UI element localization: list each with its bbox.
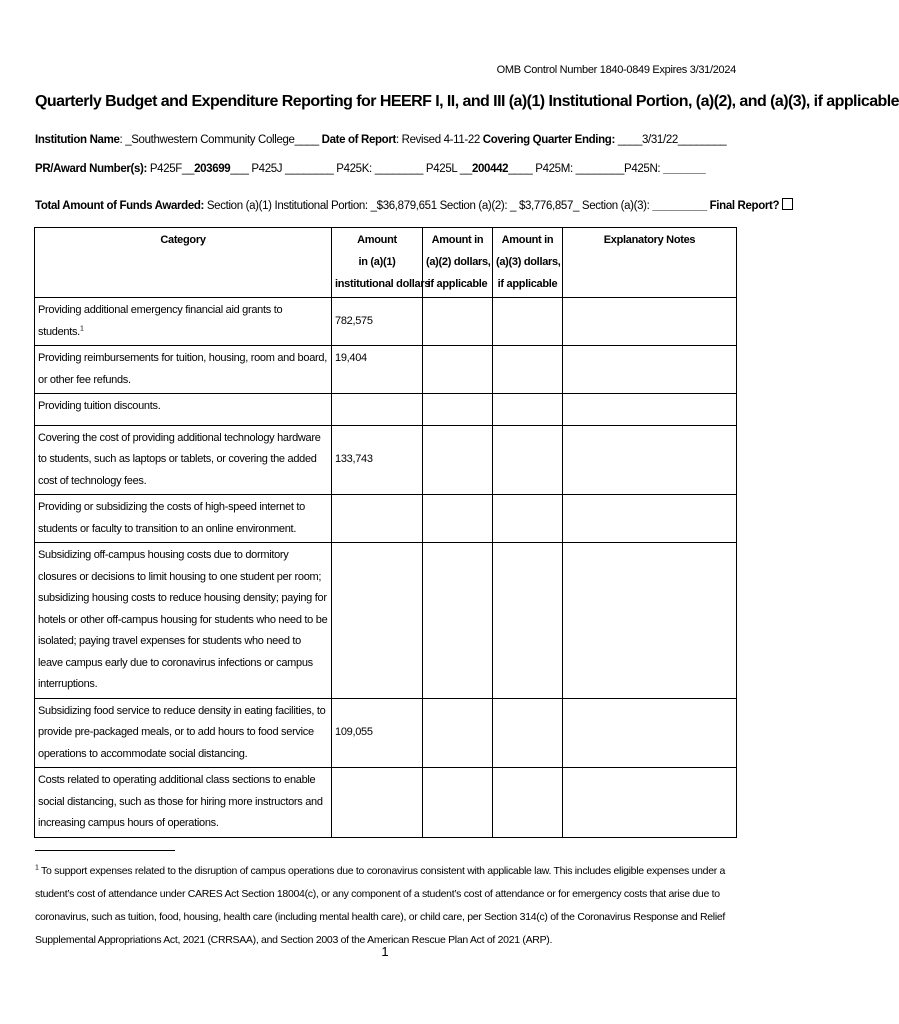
table-row: [35, 394, 737, 426]
a1-header-line: in (a)(1): [358, 256, 396, 268]
date-of-report-value: : Revised 4-11-22: [395, 134, 480, 146]
category-text: Providing additional emergency financial aid grants to students.: [38, 304, 283, 338]
a2-cell[interactable]: [423, 543, 493, 699]
a2-cell[interactable]: [423, 394, 493, 426]
p425f-value: 203699: [194, 163, 231, 175]
notes-cell[interactable]: [563, 543, 737, 699]
award-numbers-line: [35, 163, 745, 175]
award-numbers-label: PR/Award Number(s):: [35, 163, 147, 175]
institution-line: [35, 134, 745, 146]
category-cell: Covering the cost of providing additional technology hardware to students, such as laptops or tablets, or covering the added cost of technology fees.: [35, 425, 332, 495]
covering-quarter-value: ____3/31/22________: [614, 134, 727, 146]
a1-cell[interactable]: [332, 768, 423, 838]
covering-quarter-label: Covering Quarter Ending:: [482, 134, 615, 146]
budget-table: [34, 227, 737, 838]
a3-cell[interactable]: [493, 298, 563, 346]
notes-cell[interactable]: [563, 768, 737, 838]
p425l-suffix: ____ P425M: ________P425N:: [508, 163, 664, 175]
p425l-value: 200442: [471, 163, 509, 175]
page-title: Quarterly Budget and Expenditure Reporting for HEERF I, II, and III (a)(1) Institutional Portion, (a)(2), and (a)(3), if applicable: [35, 93, 899, 110]
a1-header-line: institutional dollars: [335, 278, 431, 290]
institution-name-label: Institution Name: [35, 134, 120, 146]
notes-cell[interactable]: [563, 495, 737, 543]
a1-header-line: Amount: [357, 234, 397, 246]
table-header-row: [35, 228, 737, 298]
a1-cell[interactable]: 109,055: [332, 698, 423, 768]
a3-header-line: (a)(3) dollars,: [496, 256, 561, 268]
funds-awarded-label: Total Amount of Funds Awarded:: [35, 200, 205, 212]
omb-control-number: OMB Control Number 1840-0849 Expires 3/31/2024: [496, 64, 736, 76]
notes-cell[interactable]: [563, 698, 737, 768]
institution-name-value: : _Southwestern Community College____: [119, 134, 319, 146]
notes-cell[interactable]: [563, 394, 737, 426]
footnote: [35, 860, 737, 952]
notes-cell[interactable]: [563, 298, 737, 346]
p425n-value: _______: [663, 163, 706, 175]
a2-header-line: Amount in: [431, 234, 484, 246]
final-report-checkbox[interactable]: [782, 198, 793, 210]
table-row: [35, 495, 737, 543]
a3-cell[interactable]: [493, 768, 563, 838]
category-cell: Providing tuition discounts.: [35, 394, 332, 426]
notes-cell[interactable]: [563, 425, 737, 495]
category-cell: Subsidizing food service to reduce density in eating facilities, to provide pre-packaged meals, or to add hours to food service operations to accommodate social distancing.: [35, 698, 332, 768]
a3-cell[interactable]: [493, 425, 563, 495]
a2-header-line: (a)(2) dollars,: [426, 256, 491, 268]
table-row: [35, 425, 737, 495]
table-row: [35, 698, 737, 768]
category-cell: Costs related to operating additional class sections to enable social distancing, such as those for hiring more instructors and increasing campus hours of operations.: [35, 768, 332, 838]
a1-amount-header: [332, 228, 431, 298]
category-header: Category: [35, 228, 332, 298]
p425f-prefix: P425F__: [147, 163, 195, 175]
page-number: 1: [381, 944, 389, 959]
a3-amount-header: [493, 228, 563, 298]
footnote-text: To support expenses related to the disruption of campus operations due to coronavirus consistent with applicable law. This includes eligible expenses under a student’s cost of attendance under CARES Act Section 18004(c), or any component of a student’s cost of attendance or for emergency costs that arise due to coronavirus, such as tuition, food, housing, health care (including mental health care), or child care, per Section 314(c) of the Coronavirus Response and Relief Supplemental Appropriations Act, 2021 (CRRSAA), and Section 2003 of the American Rescue Plan Act of 2021 (ARP).: [35, 865, 726, 946]
a1-cell[interactable]: 133,743: [332, 425, 423, 495]
a2-cell[interactable]: [423, 425, 493, 495]
funds-awarded-text: Section (a)(1) Institutional Portion: _$36,879,651 Section (a)(2): _ $3,776,857_ Section (a)(3):: [204, 200, 653, 212]
a3-value: _________: [652, 200, 707, 212]
a2-header-line: if applicable: [427, 278, 488, 290]
table-row: [35, 346, 737, 394]
p425f-suffix: ___ P425J ________ P425K: ________ P425L __: [230, 163, 472, 175]
a3-header-line: if applicable: [497, 278, 558, 290]
notes-cell[interactable]: [563, 346, 737, 394]
explanatory-notes-header: Explanatory Notes: [563, 228, 737, 298]
a2-cell[interactable]: [423, 495, 493, 543]
table-row: [35, 298, 737, 346]
a3-cell[interactable]: [493, 543, 563, 699]
a2-cell[interactable]: [423, 346, 493, 394]
final-report-label: Final Report?: [706, 200, 780, 212]
a1-cell[interactable]: 782,575: [332, 298, 423, 346]
table-row: [35, 543, 737, 699]
a2-amount-header: [423, 228, 493, 298]
footnote-divider: [35, 850, 175, 851]
a1-cell[interactable]: [332, 394, 423, 426]
a1-cell[interactable]: [332, 495, 423, 543]
a3-cell[interactable]: [493, 495, 563, 543]
category-cell: Providing reimbursements for tuition, housing, room and board, or other fee refunds.: [35, 346, 332, 394]
category-cell: [35, 298, 332, 346]
funds-awarded-line: [35, 198, 780, 212]
a2-cell[interactable]: [423, 698, 493, 768]
category-cell: Subsidizing off-campus housing costs due to dormitory closures or decisions to limit housing to one student per room; subsidizing housing costs to reduce housing density; paying for hotels or other off-campus housing for students who need to be isolated; paying travel expenses for students who need to leave campus early due to coronavirus infections or campus interruptions.: [35, 543, 332, 699]
date-of-report-label: Date of Report: [321, 134, 396, 146]
a2-cell[interactable]: [423, 298, 493, 346]
a3-cell[interactable]: [493, 394, 563, 426]
footnote-ref: 1: [79, 324, 84, 332]
a1-cell[interactable]: [332, 543, 423, 699]
a3-header-line: Amount in: [501, 234, 554, 246]
a3-cell[interactable]: [493, 346, 563, 394]
a1-cell[interactable]: 19,404: [332, 346, 423, 394]
a2-cell[interactable]: [423, 768, 493, 838]
category-cell: Providing or subsidizing the costs of high-speed internet to students or faculty to transition to an online environment.: [35, 495, 332, 543]
a3-cell[interactable]: [493, 698, 563, 768]
footnote-mark: 1: [35, 864, 39, 872]
table-row: [35, 768, 737, 838]
